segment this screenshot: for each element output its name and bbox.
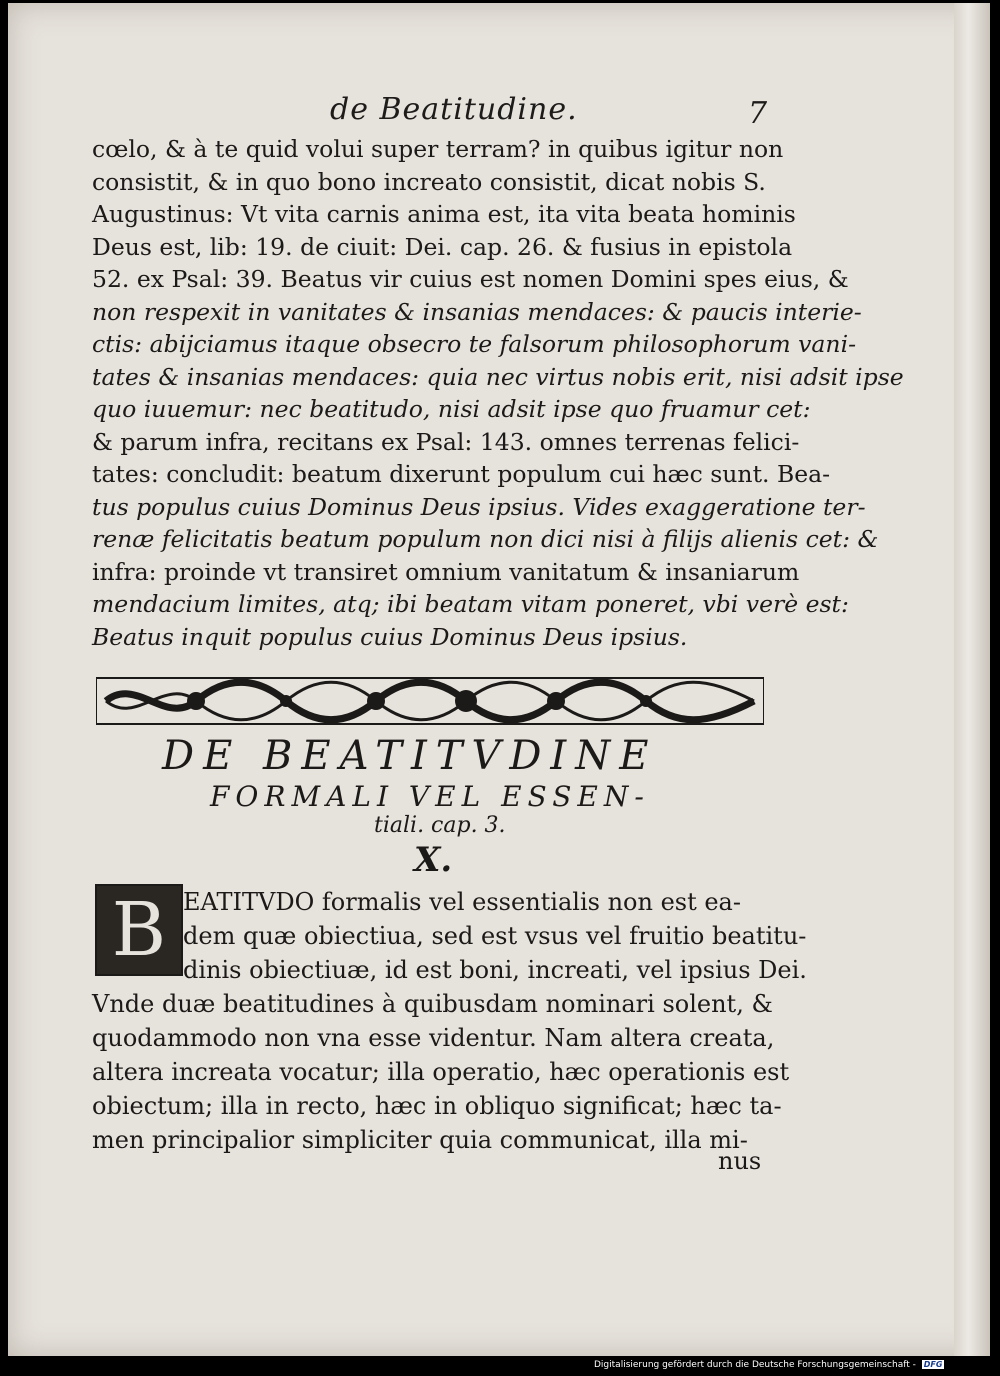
text-line: tates & insanias mendaces: quia nec virtus nobis erit, nisi adsit ipse xyxy=(92,362,904,391)
text-line: non respexit in vanitates & insanias mendaces: & paucis interie- xyxy=(92,297,862,326)
text-line: ctis: abijciamus itaque obsecro te falsorum philosophorum vani- xyxy=(92,330,857,358)
page-number: 7 xyxy=(748,96,768,131)
text-line: quo iuuemur: nec beatitudo, nisi adsit ipse quo fruamur cet: xyxy=(92,395,811,423)
text-line: dem quæ obiectiua, sed est vsus vel fruitio beatitu- xyxy=(183,922,807,950)
text-line: Vnde duæ beatitudines à quibusdam nominari solent, & xyxy=(92,990,773,1018)
text-line: quodammodo non vna esse videntur. Nam altera creata, xyxy=(92,1024,775,1052)
chapter-numeral: X. xyxy=(414,840,453,880)
text-line: EATITVDO formalis vel essentialis non est ea- xyxy=(183,888,741,916)
dfg-logo: DFG xyxy=(923,1360,943,1369)
text-line: dinis obiectiuæ, id est boni, increati, vel ipsius Dei. xyxy=(183,956,807,984)
chapter-title: DE BEATITVDINE xyxy=(162,733,658,779)
paragraph-body xyxy=(92,987,790,1157)
text-line: tates: concludit: beatum dixerunt populum cui hæc sunt. Bea- xyxy=(92,460,831,488)
chapter-subtitle: FORMALI VEL ESSEN- xyxy=(210,780,650,813)
text-line: 52. ex Psal: 39. Beatus vir cuius est nomen Domini spes eius, & xyxy=(92,265,849,293)
running-head: de Beatitudine. xyxy=(330,92,578,127)
text-line: Deus est, lib: 19. de ciuit: Dei. cap. 26. & fusius in epistola xyxy=(92,232,793,261)
text-line: consistit, & in quo bono increato consistit, dicat nobis S. xyxy=(92,167,766,196)
text-line: altera increata vocatur; illa operatio, hæc operationis est xyxy=(92,1058,790,1086)
chapter-subtitle-end: tiali. cap. 3. xyxy=(374,813,506,838)
text-line: mendacium limites, atq; ibi beatam vitam poneret, vbi verè est: xyxy=(92,590,849,618)
text-line: infra: proinde vt transiret omnium vanitatum & insaniarum xyxy=(92,557,800,586)
page-spine-edge xyxy=(954,3,990,1356)
text-line: obiectum; illa in recto, hæc in obliquo significat; hæc ta- xyxy=(92,1092,782,1120)
paragraph-indented xyxy=(183,885,807,987)
text-line: Augustinus: Vt vita carnis anima est, ita vita beata hominis xyxy=(92,200,796,228)
footer-credit xyxy=(594,1360,944,1370)
decorated-initial-letter xyxy=(95,884,183,976)
initial-letter: B xyxy=(111,887,167,973)
text-block xyxy=(92,133,904,653)
text-line: & parum infra, recitans ex Psal: 143. omnes terrenas felici- xyxy=(92,427,800,456)
text-line: Beatus inquit populus cuius Dominus Deus ipsius. xyxy=(92,622,688,651)
text-line: men principalior simpliciter quia communicat, illa mi- xyxy=(92,1126,748,1154)
footer-text: Digitalisierung gefördert durch die Deutsche Forschungsgemeinschaft - xyxy=(594,1360,916,1370)
text-line: cœlo, & à te quid volui super terram? in quibus igitur non xyxy=(92,135,784,163)
decorative-ornament-band xyxy=(96,670,764,732)
text-line: tus populus cuius Dominus Deus ipsius. Vides exaggeratione ter- xyxy=(92,492,866,521)
text-line: renæ felicitatis beatum populum non dici nisi à filijs alienis cet: & xyxy=(92,525,879,553)
catchword: nus xyxy=(718,1147,762,1175)
